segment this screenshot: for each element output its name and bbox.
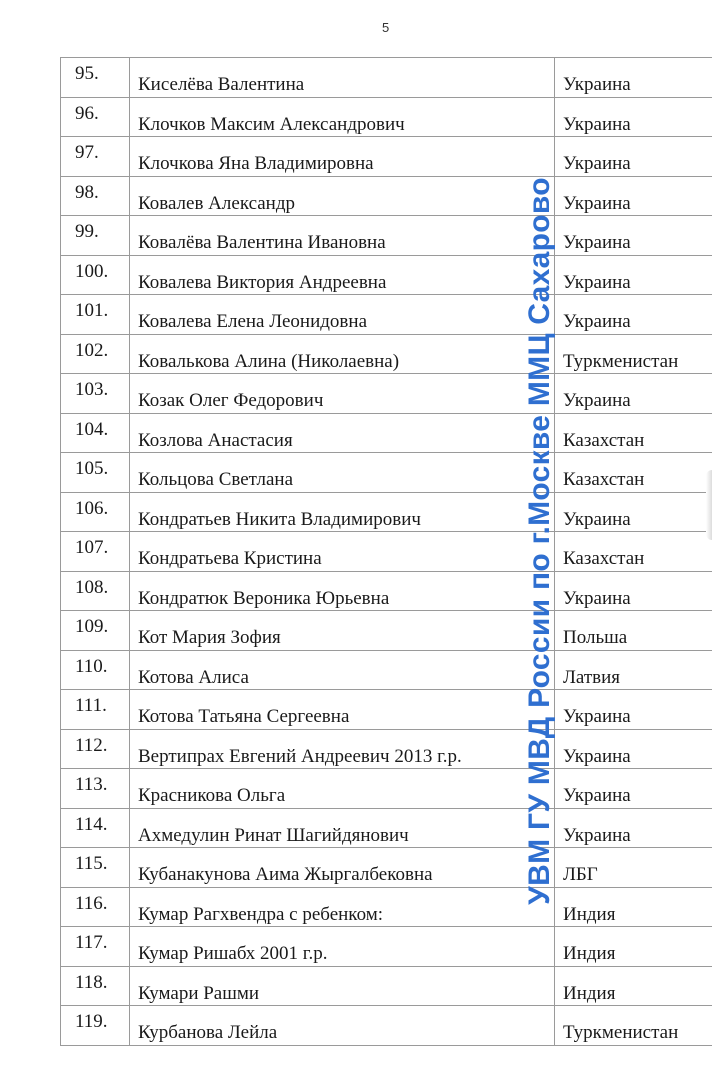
person-name: Ковалева Виктория Андреевна [130,256,555,295]
table-row [61,98,712,138]
person-name: Кондратьева Кристина [130,532,555,571]
person-name: Кумари Рашми [130,967,555,1006]
table-row [61,611,712,651]
table-row [61,651,712,691]
table-row [61,177,712,217]
table-row [61,374,712,414]
table-row [61,493,712,533]
row-number: 97. [61,137,130,176]
country: Украина [563,232,631,253]
country: Латвия [563,666,621,688]
country: Индия [563,943,616,964]
row-number: 100. [61,256,130,295]
table-row [61,256,712,296]
row-number: 110. [61,651,130,690]
country: Украина [563,706,631,727]
person-name: Кондратьев Никита Владимирович [130,493,555,532]
row-number: 95. [61,58,130,97]
row-number: 113. [61,769,130,808]
table-row [61,1006,712,1046]
watermark-stamp: УВМ ГУ МВД России по г.Москве ММЦ Сахарово [523,177,556,905]
person-name: Котова Алиса [130,651,555,690]
country: Туркменистан [563,350,679,372]
persons-table [60,57,712,1046]
table-row [61,888,712,928]
row-number: 99. [61,216,130,255]
row-number: 111. [61,690,130,729]
row-number: 114. [61,809,130,848]
table-row [61,769,712,809]
country: Украина [563,113,631,135]
country: Казахстан [563,469,645,490]
row-number: 104. [61,414,130,453]
row-number: 119. [61,1006,130,1045]
page-edge-shadow [706,470,712,540]
country: Украина [563,74,631,95]
row-number: 106. [61,493,130,532]
row-number: 102. [61,335,130,374]
row-number: 109. [61,611,130,650]
country: Украина [563,311,631,332]
country: Украина [563,587,631,609]
country: Украина [563,390,631,411]
table-row [61,572,712,612]
row-number: 117. [61,927,130,966]
person-name: Ковалева Елена Леонидовна [130,295,555,334]
table-row [61,730,712,770]
person-name: Козлова Анастасия [130,414,555,453]
country: ЛБГ [563,864,598,885]
table-row [61,137,712,177]
row-number: 96. [61,98,130,137]
person-name: Киселёва Валентина [130,58,555,97]
table-row [61,453,712,493]
country: Индия [563,982,616,1004]
table-row [61,295,712,335]
person-name: Козак Олег Федорович [130,374,555,413]
page-number: 5 [382,20,390,35]
country: Украина [563,271,631,293]
person-name: Клочков Максим Александрович [130,98,555,137]
person-name: Ковалёва Валентина Ивановна [130,216,555,255]
country: Туркменистан [563,1022,679,1043]
row-number: 103. [61,374,130,413]
country: Украина [563,192,631,214]
country: Казахстан [563,548,645,569]
person-name: Кумар Рагхвендра с ребенком: [130,888,555,927]
person-name: Кубанакунова Аима Жыргалбековна [130,848,555,887]
person-name: Вертипрах Евгений Андреевич 2013 г.р. [130,730,555,769]
country: Индия [563,903,616,925]
row-number: 101. [61,295,130,334]
table-row [61,809,712,849]
person-name: Кумар Ришабх 2001 г.р. [130,927,555,966]
row-number: 107. [61,532,130,571]
person-name: Кольцова Светлана [130,453,555,492]
table-row [61,58,712,98]
country: Польша [563,627,628,648]
person-name: Кондратюк Вероника Юрьевна [130,572,555,611]
row-number: 118. [61,967,130,1006]
country: Украина [563,745,631,767]
person-name: Ковалев Александр [130,177,555,216]
country: Украина [563,824,631,846]
person-name: Клочкова Яна Владимировна [130,137,555,176]
table-row [61,414,712,454]
row-number: 108. [61,572,130,611]
country: Украина [563,785,631,806]
row-number: 115. [61,848,130,887]
table-row [61,967,712,1007]
person-name: Красникова Ольга [130,769,555,808]
row-number: 98. [61,177,130,216]
person-name: Котова Татьяна Сергеевна [130,690,555,729]
country: Украина [563,153,631,174]
table-row [61,848,712,888]
row-number: 112. [61,730,130,769]
row-number: 116. [61,888,130,927]
table-row [61,532,712,572]
person-name: Ковалькова Алина (Николаевна) [130,335,555,374]
person-name: Кот Мария Зофия [130,611,555,650]
table-row [61,690,712,730]
table-row [61,335,712,375]
country: Украина [563,508,631,530]
table-row [61,927,712,967]
row-number: 105. [61,453,130,492]
country: Казахстан [563,429,645,451]
person-name: Курбанова Лейла [130,1006,555,1045]
table-row [61,216,712,256]
person-name: Ахмедулин Ринат Шагийдянович [130,809,555,848]
